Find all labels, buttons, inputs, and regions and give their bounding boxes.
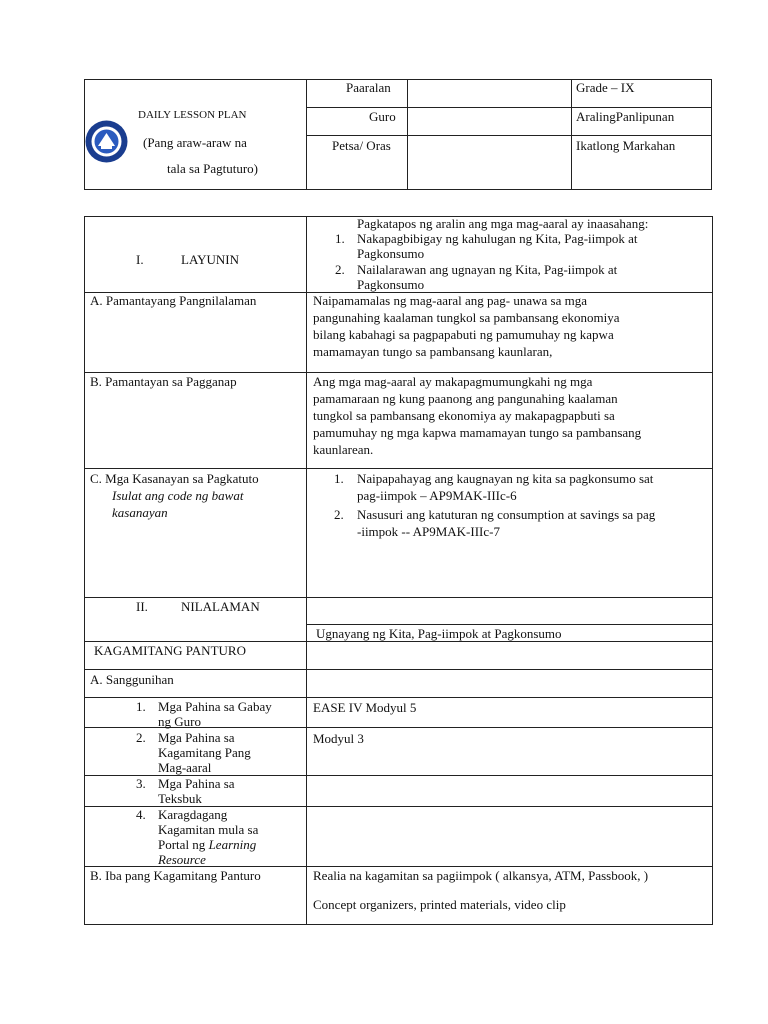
other-materials-line-1: Realia na kagamitan sa pagiimpok ( alkansya, ATM, Passbook, ): [313, 868, 649, 883]
list-item: -iimpok -- AP9MAK-IIIc-7: [357, 524, 500, 539]
list-item-number: 1.: [335, 231, 345, 246]
content-topic: Ugnayang ng Kita, Pag-iimpok at Pagkonsumo: [316, 626, 562, 641]
list-item: Pagkonsumo: [357, 277, 425, 292]
other-materials-line-2: Concept organizers, printed materials, video clip: [313, 897, 566, 912]
content-number: II.: [136, 599, 148, 614]
teacher-label: Guro: [369, 109, 396, 124]
list-item: Pagkonsumo: [357, 246, 425, 261]
list-item-number: 1.: [334, 471, 344, 486]
subject-value: AralingPanlipunan: [576, 109, 675, 124]
list-item-number: 2.: [136, 730, 146, 745]
competencies-note-2: kasanayan: [112, 505, 168, 520]
list-item-number: 3.: [136, 776, 146, 791]
performance-standard-text: Ang mga mag-aaral ay makapagmumungkahi ng mga pamamaraan ng kung paanong ang pangunahing kaalaman tungkol sa pambansang ekonomiya ay makapagpapbuti sa pamumuhay ng mga kapwa mamamayan tungo sa pambansang kaunlarean.: [313, 374, 642, 457]
list-item-number: 2.: [335, 262, 345, 277]
list-item: Nailalarawan ang ugnayan ng Kita, Pag-iimpok at: [357, 262, 618, 277]
other-materials-label: B. Iba pang Kagamitang Panturo: [90, 868, 261, 883]
references-label: A. Sanggunihan: [90, 672, 174, 687]
ref-teacher-guide-label: Mga Pahina sa Gabay ng Guro: [158, 699, 272, 729]
ref-learner-material-label: Mga Pahina sa Kagamitang Pang Mag-aaral: [158, 730, 251, 775]
layunin-intro: Pagkatapos ng aralin ang mga mag-aaral ay inaasahang:: [357, 216, 649, 231]
list-item: pag-iimpok – AP9MAK-IIIc-6: [357, 488, 517, 503]
competencies-label: C. Mga Kasanayan sa Pagkatuto: [90, 471, 259, 486]
content-standard-text: Naipamamalas ng mag-aaral ang pag- unawa sa mga pangunahing kaalaman tungkol sa pambansang ekonomiya bilang kabahagi sa pagpapabuti ng pamumuhay ng kapwa mamamayan tungo sa pambansang kaunlaran,: [313, 293, 620, 359]
date-time-label: Petsa/ Oras: [332, 138, 391, 153]
layunin-label: LAYUNIN: [181, 252, 240, 267]
ref-teacher-guide-value: EASE IV Modyul 5: [313, 700, 417, 715]
list-item: Nasusuri ang katuturan ng consumption at savings sa pag: [357, 507, 656, 522]
content-label: NILALAMAN: [181, 599, 260, 614]
quarter-value: Ikatlong Markahan: [576, 138, 676, 153]
lesson-plan-title: DAILY LESSON PLAN: [138, 109, 247, 121]
grade-value: Grade – IX: [576, 80, 635, 95]
competencies-note-1: Isulat ang code ng bawat: [112, 488, 244, 503]
ref-lr-portal-label: Karagdagang Kagamitan mula sa Portal ng Learning Resource: [158, 807, 259, 867]
list-item: Nakapagbibigay ng kahulugan ng Kita, Pag-iimpok at: [357, 231, 638, 246]
ref-learner-material-value: Modyul 3: [313, 731, 364, 746]
ref-textbook-label: Mga Pahina sa Teksbuk: [158, 776, 235, 806]
layunin-number: I.: [136, 252, 144, 267]
lesson-plan-subtitle-2: tala sa Pagtuturo): [167, 161, 258, 176]
list-item: Naipapahayag ang kaugnayan ng kita sa pagkonsumo sat: [357, 471, 654, 486]
content-standard-label: A. Pamantayang Pangnilalaman: [90, 293, 257, 308]
list-item-number: 2.: [334, 507, 344, 522]
list-item-number: 1.: [136, 699, 146, 714]
materials-label: KAGAMITANG PANTURO: [94, 643, 246, 658]
lesson-plan-subtitle-1: (Pang araw-araw na: [143, 135, 247, 150]
performance-standard-label: B. Pamantayan sa Pagganap: [90, 374, 237, 389]
list-item-number: 4.: [136, 807, 146, 822]
deped-seal-icon: [84, 119, 129, 164]
school-label: Paaralan: [346, 80, 391, 95]
